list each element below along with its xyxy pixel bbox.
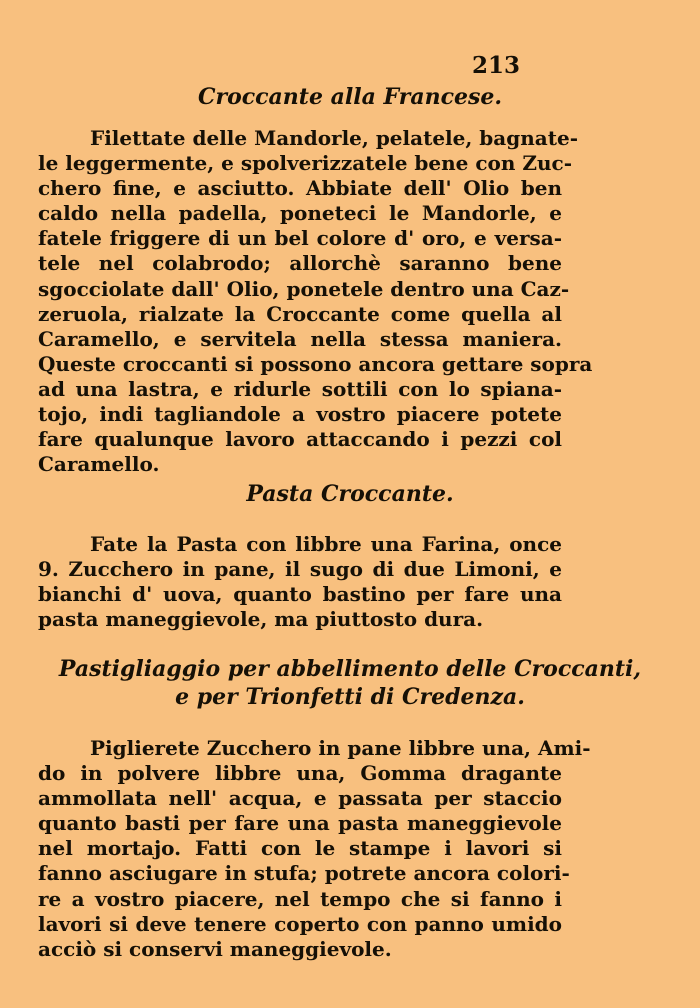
text-line: zeruola, rialzate la Croccante come quella al bbox=[38, 301, 562, 326]
text-line: ammollata nell' acqua, e passata per staccio bbox=[38, 786, 562, 811]
recipe-heading-pasta-croccante: Pasta Croccante. bbox=[246, 481, 454, 507]
text-line: lavori si deve tenere coperto con panno umido bbox=[38, 911, 562, 936]
text-line: ad una lastra, e ridurle sottili con lo spiana- bbox=[38, 376, 562, 401]
text-line: acciò si conservi maneggievole. bbox=[38, 936, 392, 961]
text-line: caldo nella padella, poneteci le Mandorle, e bbox=[38, 201, 562, 226]
text-line: tele nel colabrodo; allorchè saranno bene bbox=[38, 251, 562, 276]
page-number: 213 bbox=[472, 52, 521, 79]
text-line: nel mortajo. Fatti con le stampe i lavori si bbox=[38, 836, 562, 861]
text-line: re a vostro piacere, nel tempo che si fanno i bbox=[38, 886, 562, 911]
text-line: do in polvere libbre una, Gomma dragante bbox=[38, 761, 562, 786]
text-line: le leggermente, e spolverizzatele bene con Zuc- bbox=[38, 151, 573, 176]
text-line: bianchi d' uova, quanto bastino per fare una bbox=[38, 582, 562, 607]
text-line: Filettate delle Mandorle, pelatele, bagnate- bbox=[90, 126, 578, 150]
recipe-text-pastigliaggio bbox=[38, 736, 591, 962]
text-line: chero fine, e asciutto. Abbiate dell' Olio ben bbox=[38, 176, 562, 201]
text-line: quanto basti per fare una pasta maneggievole bbox=[38, 811, 562, 836]
text-line: fare qualunque lavoro attaccando i pezzi col bbox=[38, 427, 562, 452]
recipe-heading-pastigliaggio: Pastigliaggio per abbellimento delle Croccanti, bbox=[58, 656, 642, 682]
text-line: pasta maneggievole, ma piuttosto dura. bbox=[38, 607, 484, 632]
recipe-heading-croccante-francese: Croccante alla Francese. bbox=[197, 84, 503, 110]
recipe-heading-pastigliaggio-line-2: e per Trionfetti di Credenza. bbox=[175, 684, 525, 710]
text-line: Caramello, e servitela nella stessa maniera. bbox=[38, 326, 562, 351]
text-line: Queste croccanti si possono ancora gettare sopra bbox=[38, 351, 593, 376]
recipe-text-croccante-francese bbox=[38, 126, 593, 477]
text-line: Caramello. bbox=[38, 452, 160, 477]
text-line: Piglierete Zucchero in pane libbre una, Ami- bbox=[90, 736, 591, 760]
text-line: Fate la Pasta con libbre una Farina, once bbox=[90, 532, 562, 556]
recipe-text-pasta-croccante bbox=[38, 532, 562, 632]
text-line: tojo, indi tagliandole a vostro piacere potete bbox=[38, 402, 562, 427]
text-line: fatele friggere di un bel colore d' oro, e versa- bbox=[38, 226, 562, 251]
text-line: fanno asciugare in stufa; potrete ancora colori- bbox=[38, 861, 570, 886]
text-line: sgocciolate dall' Olio, ponetele dentro una Caz- bbox=[38, 276, 570, 301]
text-line: 9. Zucchero in pane, il sugo di due Limoni, e bbox=[38, 557, 562, 582]
